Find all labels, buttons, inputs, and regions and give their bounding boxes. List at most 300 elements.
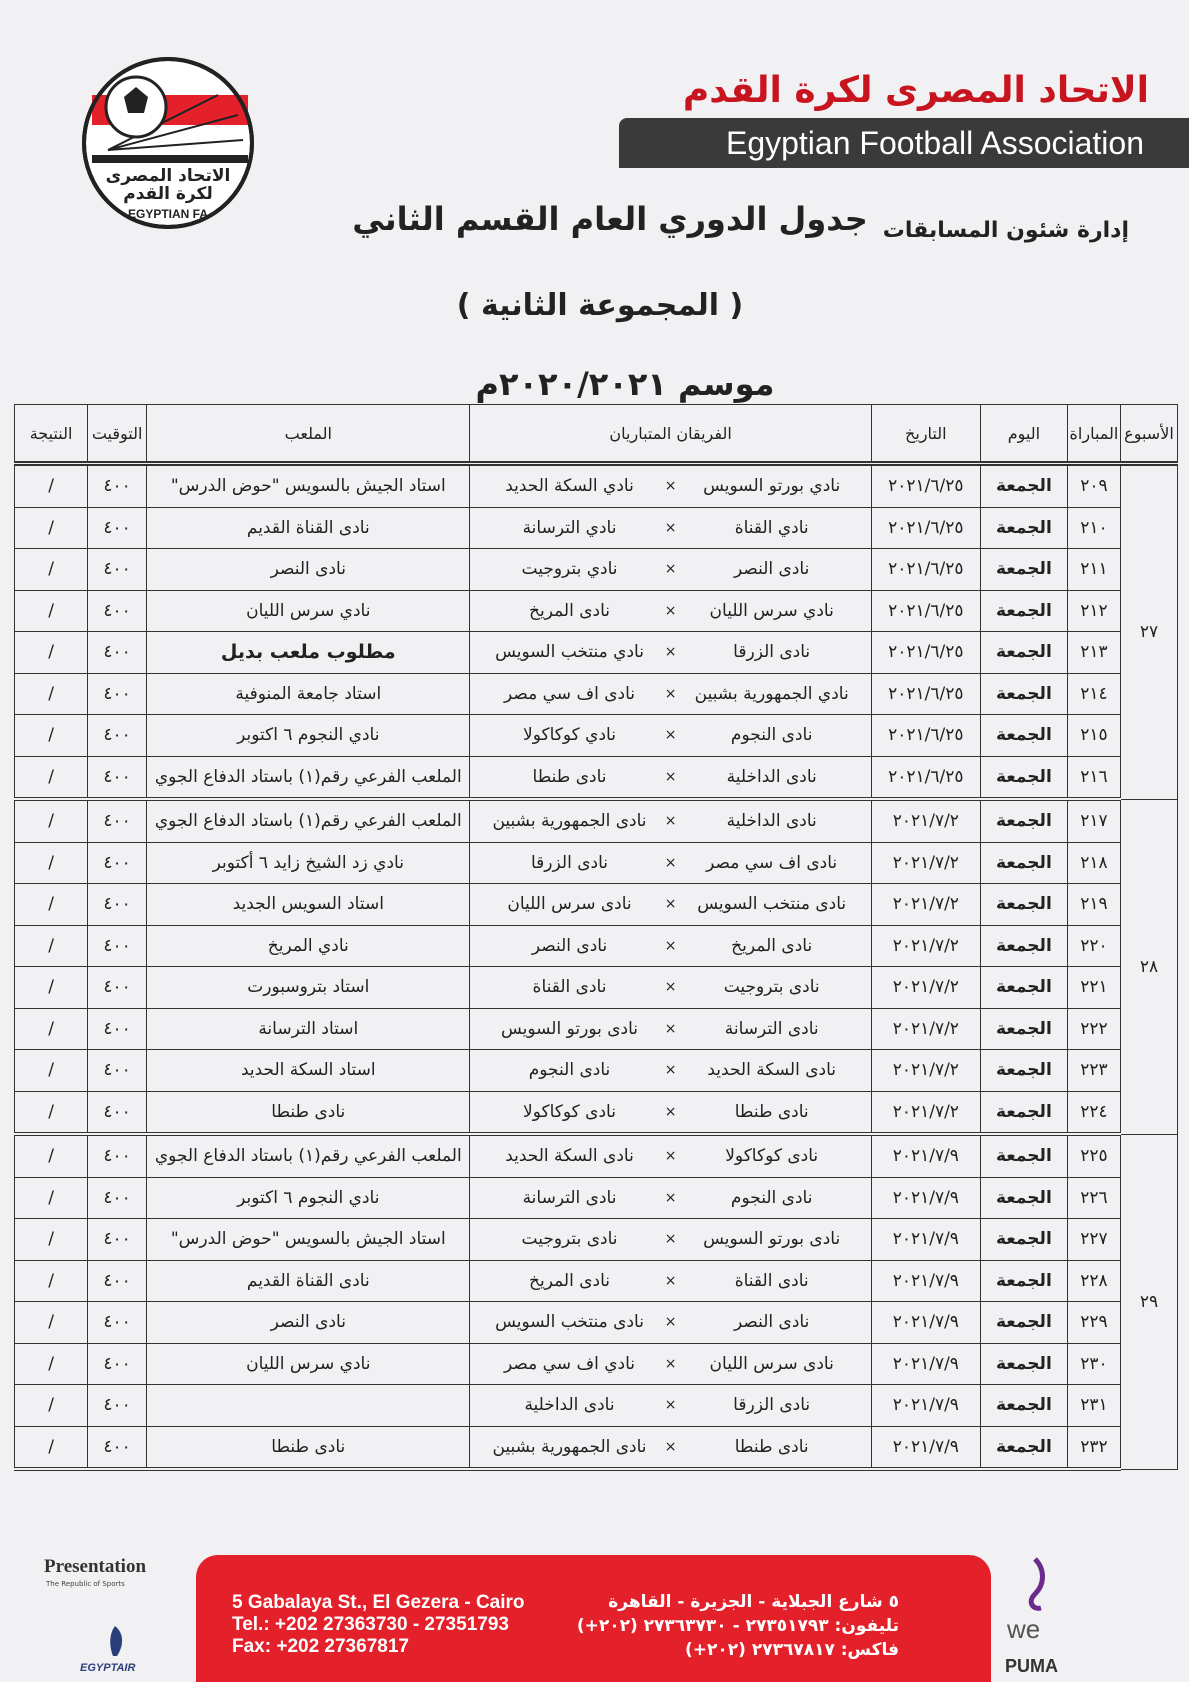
vs-mark: × — [664, 1397, 677, 1414]
week-number: ٢٩ — [1120, 1134, 1177, 1469]
puma-logo: PUMA — [1005, 1656, 1058, 1676]
match-teams — [470, 925, 871, 967]
match-time: ٤٠٠ — [88, 1050, 147, 1092]
match-date: ٢٠٢١/٦/٢٥ — [871, 590, 980, 632]
header-title-ar: الاتحاد المصرى لكرة القدم — [682, 70, 1149, 111]
egyptair-logo: EGYPTAIR — [80, 1662, 136, 1674]
match-time: ٤٠٠ — [88, 1343, 147, 1385]
footer-tel-en: Tel.: +202 27363730 - 27351793 — [232, 1614, 509, 1635]
away-team: نادى المريخ — [529, 600, 611, 621]
match-number: ٢٢٢ — [1067, 1008, 1120, 1050]
we-icon — [1015, 1554, 1055, 1614]
match-teams — [470, 1091, 871, 1134]
match-day: الجمعة — [980, 673, 1067, 715]
match-time: ٤٠٠ — [88, 549, 147, 591]
match-teams — [470, 673, 871, 715]
match-number: ٢١٧ — [1067, 799, 1120, 842]
home-team: نادى بورتو السويس — [703, 1229, 841, 1250]
season-title: موسم ٢٠٢٠/٢٠٢١م — [475, 365, 775, 403]
match-date: ٢٠٢١/٦/٢٥ — [871, 632, 980, 674]
match-date: ٢٠٢١/٧/٩ — [871, 1260, 980, 1302]
away-team: نادى المريخ — [529, 1270, 611, 1291]
match-teams — [470, 632, 871, 674]
match-number: ٢٢٣ — [1067, 1050, 1120, 1092]
match-teams — [470, 1302, 871, 1344]
match-number: ٢١٦ — [1067, 756, 1120, 799]
table-row — [15, 756, 1178, 799]
match-day: الجمعة — [980, 464, 1067, 508]
home-team: نادى السكة الحديد — [707, 1060, 836, 1081]
vs-mark: × — [664, 1355, 677, 1372]
match-teams — [470, 1385, 871, 1427]
match-stadium: نادي زد الشيخ زايد ٦ أكتوبر — [147, 842, 470, 884]
logo-text-ar: الاتحاد المصرى لكرة القدم — [105, 166, 231, 204]
header-result: النتيجة — [15, 405, 88, 464]
match-time: ٤٠٠ — [88, 464, 147, 508]
match-stadium: استاد الجيش بالسويس "حوض الدرس" — [147, 464, 470, 508]
away-team: نادى الترسانة — [522, 1187, 617, 1208]
match-time: ٤٠٠ — [88, 507, 147, 549]
match-teams — [470, 1343, 871, 1385]
match-result: / — [15, 464, 88, 508]
table-row — [15, 673, 1178, 715]
match-time: ٤٠٠ — [88, 842, 147, 884]
match-stadium: نادى طنطا — [147, 1426, 470, 1469]
match-number: ٢٢٠ — [1067, 925, 1120, 967]
match-teams — [470, 1219, 871, 1261]
table-row — [15, 1219, 1178, 1261]
vs-mark: × — [664, 727, 677, 744]
match-stadium: الملعب الفرعي رقم(١) باستاد الدفاع الجوي — [147, 1134, 470, 1177]
match-stadium: نادى طنطا — [147, 1091, 470, 1134]
efa-logo — [78, 55, 258, 235]
header-match: المباراة — [1067, 405, 1120, 464]
match-day: الجمعة — [980, 590, 1067, 632]
page-title: جدول الدوري العام القسم الثاني — [352, 200, 868, 238]
match-day: الجمعة — [980, 756, 1067, 799]
match-time: ٤٠٠ — [88, 673, 147, 715]
match-date: ٢٠٢١/٧/٩ — [871, 1219, 980, 1261]
footer-address-en: 5 Gabalaya St., El Gezera - Cairo — [232, 1592, 525, 1613]
match-day: الجمعة — [980, 1177, 1067, 1219]
table-header-row — [15, 405, 1178, 464]
match-result: / — [15, 1426, 88, 1469]
match-date: ٢٠٢١/٦/٢٥ — [871, 715, 980, 757]
footer-fax-ar: فاكس: ٢٧٣٦٧٨١٧ (٢٠٢+) — [684, 1640, 899, 1660]
vs-mark: × — [664, 937, 677, 954]
vs-mark: × — [664, 561, 677, 578]
home-team: نادى طنطا — [734, 1101, 809, 1122]
home-team: نادى الزرقا — [733, 642, 811, 663]
match-date: ٢٠٢١/٧/٢ — [871, 884, 980, 926]
vs-mark: × — [664, 602, 677, 619]
table-row — [15, 1134, 1178, 1177]
match-number: ٢٢٦ — [1067, 1177, 1120, 1219]
match-teams — [470, 549, 871, 591]
match-date: ٢٠٢١/٧/٩ — [871, 1343, 980, 1385]
match-stadium: استاد السويس الجديد — [147, 884, 470, 926]
match-day: الجمعة — [980, 549, 1067, 591]
match-day: الجمعة — [980, 925, 1067, 967]
match-number: ٢٢٧ — [1067, 1219, 1120, 1261]
match-number: ٢٢١ — [1067, 967, 1120, 1009]
presentation-tagline: The Republic of Sports — [46, 1580, 125, 1588]
home-team: نادى اف سي مصر — [706, 852, 838, 873]
home-team: نادى النصر — [734, 1312, 810, 1333]
match-teams — [470, 1134, 871, 1177]
vs-mark: × — [664, 896, 677, 913]
match-day: الجمعة — [980, 1134, 1067, 1177]
match-teams — [470, 1050, 871, 1092]
away-team: نادى بورتو السويس — [500, 1018, 639, 1039]
match-result: / — [15, 1177, 88, 1219]
away-team: نادي السكة الحديد — [505, 476, 634, 497]
vs-mark: × — [664, 979, 677, 996]
match-result: / — [15, 507, 88, 549]
we-logo: we — [1007, 1614, 1041, 1644]
home-team: نادى المريخ — [731, 935, 813, 956]
match-stadium: نادي النجوم ٦ اكتوبر — [147, 1177, 470, 1219]
match-result: / — [15, 1008, 88, 1050]
vs-mark: × — [664, 644, 677, 661]
vs-mark: × — [664, 1231, 677, 1248]
match-teams — [470, 1008, 871, 1050]
footer-fax-en: Fax: +202 27367817 — [232, 1636, 409, 1657]
match-day: الجمعة — [980, 884, 1067, 926]
match-teams — [470, 715, 871, 757]
home-team: نادى الداخلية — [726, 811, 817, 832]
match-time: ٤٠٠ — [88, 884, 147, 926]
header-title-en: Egyptian Football Association — [619, 118, 1189, 168]
match-date: ٢٠٢١/٧/٢ — [871, 967, 980, 1009]
schedule-table — [14, 404, 1178, 1471]
match-time: ٤٠٠ — [88, 715, 147, 757]
table-row — [15, 1343, 1178, 1385]
match-result: / — [15, 549, 88, 591]
match-result: / — [15, 590, 88, 632]
match-stadium: نادى القناة القديم — [147, 507, 470, 549]
match-time: ٤٠٠ — [88, 756, 147, 799]
match-stadium — [147, 1385, 470, 1427]
away-team: نادى الداخلية — [524, 1395, 615, 1416]
header-week: الأسبوع — [1120, 405, 1177, 464]
footer-contact-ar — [577, 1590, 899, 1662]
match-day: الجمعة — [980, 1008, 1067, 1050]
match-number: ٢١١ — [1067, 549, 1120, 591]
table-row — [15, 1091, 1178, 1134]
vs-mark: × — [664, 1148, 677, 1165]
week-number: ٢٨ — [1120, 799, 1177, 1134]
match-time: ٤٠٠ — [88, 967, 147, 1009]
table-row — [15, 1260, 1178, 1302]
away-team: نادى النصر — [531, 935, 608, 956]
match-time: ٤٠٠ — [88, 925, 147, 967]
vs-mark: × — [664, 1062, 677, 1079]
match-result: / — [15, 715, 88, 757]
table-row — [15, 1050, 1178, 1092]
match-teams — [470, 884, 871, 926]
home-team: نادى بتروجيت — [723, 977, 820, 998]
home-team: نادى النجوم — [730, 1187, 813, 1208]
away-team: نادى القناة — [532, 977, 607, 998]
table-row — [15, 590, 1178, 632]
match-teams — [470, 799, 871, 842]
match-stadium: نادي سرس الليان — [147, 590, 470, 632]
match-number: ٢١٩ — [1067, 884, 1120, 926]
header-stadium: الملعب — [147, 405, 470, 464]
away-team: نادى اف سي مصر — [504, 683, 635, 704]
match-number: ٢٢٥ — [1067, 1134, 1120, 1177]
away-team: نادي اف سي مصر — [504, 1353, 635, 1374]
table-row — [15, 1177, 1178, 1219]
table-row — [15, 715, 1178, 757]
footer-address-ar: ٥ شارع الجبلاية - الجزيرة - القاهرة — [608, 1592, 899, 1612]
footer-tel-ar: تليفون: ٢٧٣٥١٧٩٣ - ٢٧٣٦٣٧٣٠ (٢٠٢+) — [576, 1616, 899, 1636]
match-time: ٤٠٠ — [88, 1219, 147, 1261]
match-stadium: نادي المريخ — [147, 925, 470, 967]
table-row — [15, 1008, 1178, 1050]
table-row — [15, 1426, 1178, 1469]
table-row — [15, 1302, 1178, 1344]
match-result: / — [15, 673, 88, 715]
match-day: الجمعة — [980, 1426, 1067, 1469]
match-day: الجمعة — [980, 799, 1067, 842]
header-teams: الفريقان المتباريان — [470, 405, 871, 464]
match-day: الجمعة — [980, 1091, 1067, 1134]
away-team: نادى بتروجيت — [521, 1229, 618, 1250]
match-result: / — [15, 799, 88, 842]
match-number: ٢٣٢ — [1067, 1426, 1120, 1469]
table-row — [15, 884, 1178, 926]
match-day: الجمعة — [980, 715, 1067, 757]
vs-mark: × — [664, 478, 677, 495]
match-stadium: مطلوب ملعب بديل — [147, 632, 470, 674]
match-date: ٢٠٢١/٧/٩ — [871, 1302, 980, 1344]
match-day: الجمعة — [980, 842, 1067, 884]
match-teams — [470, 1426, 871, 1469]
match-stadium: نادى القناة القديم — [147, 1260, 470, 1302]
match-teams — [470, 507, 871, 549]
match-result: / — [15, 1385, 88, 1427]
vs-mark: × — [664, 1272, 677, 1289]
vs-mark: × — [664, 1314, 677, 1331]
home-team: نادى منتخب السويس — [697, 894, 847, 915]
home-team: نادى الترسانة — [724, 1018, 819, 1039]
match-time: ٤٠٠ — [88, 1091, 147, 1134]
away-team: نادى طنطا — [532, 766, 607, 787]
home-team: نادى النجوم — [730, 725, 813, 746]
match-time: ٤٠٠ — [88, 1260, 147, 1302]
home-team: نادى سرس الليان — [709, 1353, 834, 1374]
match-result: / — [15, 1134, 88, 1177]
match-stadium: الملعب الفرعي رقم(١) باستاد الدفاع الجوي — [147, 756, 470, 799]
home-team: نادى الداخلية — [726, 766, 817, 787]
match-date: ٢٠٢١/٦/٢٥ — [871, 464, 980, 508]
match-result: / — [15, 632, 88, 674]
match-date: ٢٠٢١/٦/٢٥ — [871, 756, 980, 799]
away-team: نادى منتخب السويس — [495, 1312, 644, 1333]
match-time: ٤٠٠ — [88, 1385, 147, 1427]
vs-mark: × — [664, 1189, 677, 1206]
match-teams — [470, 842, 871, 884]
vs-mark: × — [664, 813, 677, 830]
match-result: / — [15, 925, 88, 967]
match-day: الجمعة — [980, 967, 1067, 1009]
table-row — [15, 549, 1178, 591]
match-date: ٢٠٢١/٦/٢٥ — [871, 507, 980, 549]
home-team: نادي القناة — [734, 517, 809, 538]
match-date: ٢٠٢١/٧/٩ — [871, 1177, 980, 1219]
match-date: ٢٠٢١/٧/٢ — [871, 842, 980, 884]
home-team: نادي الجمهورية بشبين — [694, 683, 849, 704]
match-number: ٢٣١ — [1067, 1385, 1120, 1427]
match-date: ٢٠٢١/٧/٢ — [871, 1008, 980, 1050]
match-number: ٢٣٠ — [1067, 1343, 1120, 1385]
match-stadium: الملعب الفرعي رقم(١) باستاد الدفاع الجوي — [147, 799, 470, 842]
match-day: الجمعة — [980, 1050, 1067, 1092]
match-result: / — [15, 756, 88, 799]
away-team: نادي بتروجيت — [521, 559, 618, 580]
schedule-body — [15, 464, 1178, 1470]
match-date: ٢٠٢١/٧/٢ — [871, 1091, 980, 1134]
match-teams — [470, 464, 871, 508]
match-day: الجمعة — [980, 632, 1067, 674]
away-team: نادى كوكاكولا — [523, 1101, 616, 1122]
header-time: التوقيت — [88, 405, 147, 464]
match-result: / — [15, 1050, 88, 1092]
match-teams — [470, 590, 871, 632]
footer-contact-en — [232, 1592, 525, 1658]
match-date: ٢٠٢١/٦/٢٥ — [871, 673, 980, 715]
match-number: ٢٢٩ — [1067, 1302, 1120, 1344]
match-number: ٢١٤ — [1067, 673, 1120, 715]
match-stadium: استاد الجيش بالسويس "حوض الدرس" — [147, 1219, 470, 1261]
home-team: نادي سرس الليان — [709, 600, 834, 621]
match-date: ٢٠٢١/٧/٢ — [871, 1050, 980, 1092]
away-team: نادى الزرقا — [531, 852, 608, 873]
table-row — [15, 967, 1178, 1009]
match-date: ٢٠٢١/٧/٩ — [871, 1385, 980, 1427]
match-date: ٢٠٢١/٧/٢ — [871, 925, 980, 967]
match-teams — [470, 967, 871, 1009]
header-date: التاريخ — [871, 405, 980, 464]
match-result: / — [15, 1260, 88, 1302]
home-team: نادى طنطا — [734, 1436, 809, 1457]
match-time: ٤٠٠ — [88, 1426, 147, 1469]
table-row — [15, 464, 1178, 508]
match-stadium: نادى النصر — [147, 549, 470, 591]
match-result: / — [15, 1091, 88, 1134]
match-day: الجمعة — [980, 1302, 1067, 1344]
match-date: ٢٠٢١/٧/٩ — [871, 1134, 980, 1177]
table-row — [15, 842, 1178, 884]
match-day: الجمعة — [980, 1219, 1067, 1261]
home-team: نادى الزرقا — [733, 1395, 811, 1416]
vs-mark: × — [664, 854, 677, 871]
away-team: نادي منتخب السويس — [495, 642, 644, 663]
match-stadium: استاد بتروسبورت — [147, 967, 470, 1009]
away-team: نادى السكة الحديد — [505, 1146, 634, 1167]
match-number: ٢١٢ — [1067, 590, 1120, 632]
match-number: ٢١٨ — [1067, 842, 1120, 884]
match-stadium: نادي سرس الليان — [147, 1343, 470, 1385]
match-day: الجمعة — [980, 1343, 1067, 1385]
match-number: ٢٢٤ — [1067, 1091, 1120, 1134]
match-stadium: نادي النجوم ٦ اكتوبر — [147, 715, 470, 757]
match-day: الجمعة — [980, 1260, 1067, 1302]
away-team: نادي كوكاكولا — [523, 725, 616, 746]
table-row — [15, 507, 1178, 549]
egyptair-icon — [95, 1622, 135, 1662]
match-time: ٤٠٠ — [88, 1177, 147, 1219]
table-row — [15, 799, 1178, 842]
match-result: / — [15, 967, 88, 1009]
home-team: نادى القناة — [734, 1270, 809, 1291]
table-row — [15, 632, 1178, 674]
match-teams — [470, 1177, 871, 1219]
logo-text-en: EGYPTIAN FA — [127, 207, 208, 221]
match-date: ٢٠٢١/٦/٢٥ — [871, 549, 980, 591]
match-time: ٤٠٠ — [88, 1008, 147, 1050]
vs-mark: × — [664, 1020, 677, 1037]
match-teams — [470, 756, 871, 799]
away-team: نادي الترسانة — [522, 517, 617, 538]
match-result: / — [15, 1302, 88, 1344]
match-number: ٢٠٩ — [1067, 464, 1120, 508]
match-date: ٢٠٢١/٧/٢ — [871, 799, 980, 842]
away-team: نادى سرس الليان — [507, 894, 632, 915]
match-time: ٤٠٠ — [88, 1134, 147, 1177]
match-stadium: نادى النصر — [147, 1302, 470, 1344]
match-number: ٢١٥ — [1067, 715, 1120, 757]
match-number: ٢١٠ — [1067, 507, 1120, 549]
match-result: / — [15, 1343, 88, 1385]
match-time: ٤٠٠ — [88, 590, 147, 632]
sponsors-left — [40, 1550, 190, 1682]
table-row — [15, 1385, 1178, 1427]
match-date: ٢٠٢١/٧/٩ — [871, 1426, 980, 1469]
presentation-logo: Presentation — [44, 1556, 147, 1577]
away-team: نادى الجمهورية بشبين — [492, 811, 647, 832]
match-number: ٢١٣ — [1067, 632, 1120, 674]
vs-mark: × — [664, 685, 677, 702]
match-day: الجمعة — [980, 1385, 1067, 1427]
match-day: الجمعة — [980, 507, 1067, 549]
department-label: إدارة شئون المسابقات — [882, 218, 1129, 243]
home-team: نادي بورتو السويس — [703, 476, 841, 497]
match-time: ٤٠٠ — [88, 799, 147, 842]
match-time: ٤٠٠ — [88, 632, 147, 674]
group-title: ( المجموعة الثانية ) — [456, 288, 744, 323]
match-result: / — [15, 1219, 88, 1261]
header-day: اليوم — [980, 405, 1067, 464]
match-stadium: استاد السكة الحديد — [147, 1050, 470, 1092]
sponsors-right — [995, 1552, 1105, 1682]
match-time: ٤٠٠ — [88, 1302, 147, 1344]
match-result: / — [15, 884, 88, 926]
match-teams — [470, 1260, 871, 1302]
match-number: ٢٢٨ — [1067, 1260, 1120, 1302]
week-number: ٢٧ — [1120, 464, 1177, 800]
away-team: نادى النجوم — [528, 1060, 611, 1081]
home-team: نادى النصر — [734, 559, 810, 580]
vs-mark: × — [664, 1103, 677, 1120]
vs-mark: × — [664, 1438, 677, 1455]
vs-mark: × — [664, 519, 677, 536]
match-result: / — [15, 842, 88, 884]
vs-mark: × — [664, 768, 677, 785]
match-stadium: استاد جامعة المنوفية — [147, 673, 470, 715]
